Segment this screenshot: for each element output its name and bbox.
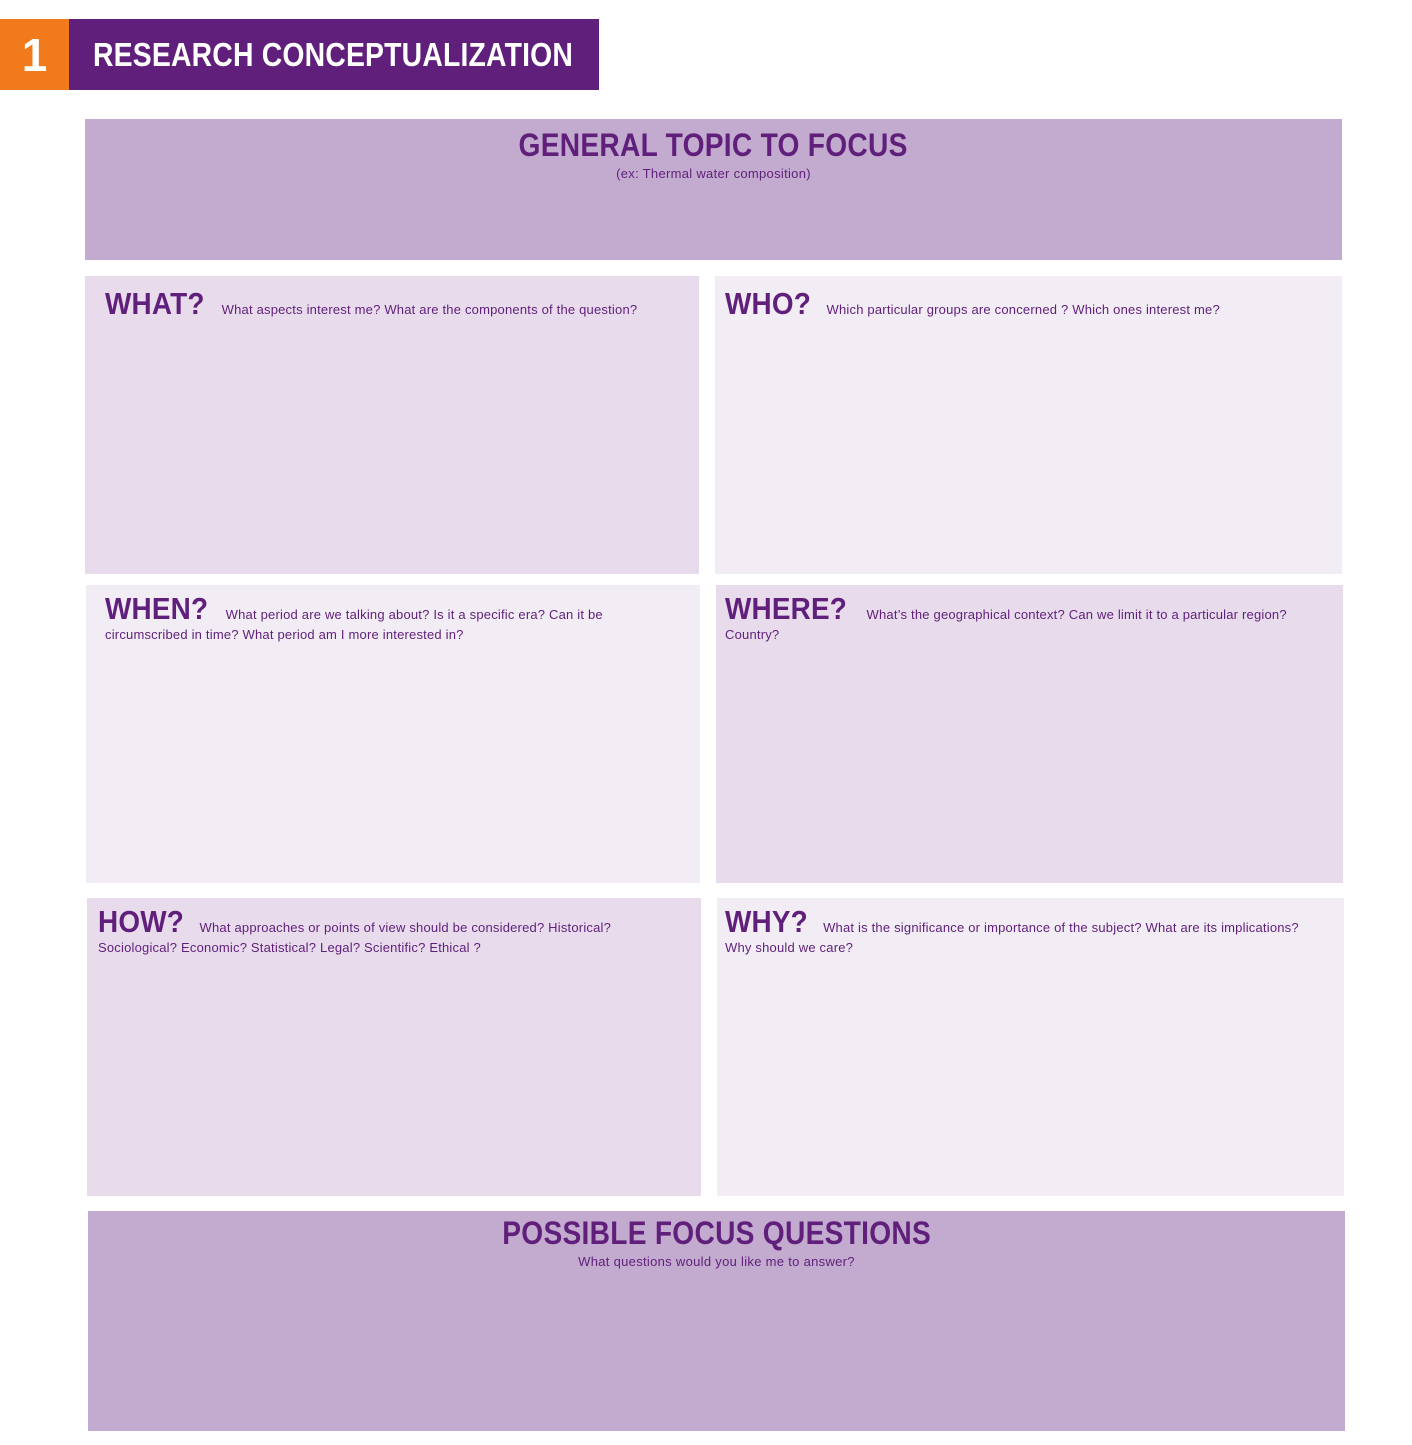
what-question — [105, 286, 679, 321]
where-prompt: What’s the geographical context? Can we limit it to a particular region? Country? — [725, 607, 1287, 642]
why-question — [725, 904, 1324, 958]
when-prompt: What period are we talking about? Is it a specific era? Can it be circumscribed in time? What period am I more interested in? — [105, 607, 603, 642]
who-question — [725, 286, 1322, 321]
general-topic-subtitle: (ex: Thermal water composition) — [616, 166, 811, 181]
why-prompt: What is the significance or importance of the subject? What are its implications? Why should we care? — [725, 920, 1299, 955]
who-box[interactable] — [715, 276, 1342, 574]
where-question — [725, 591, 1333, 645]
how-prompt: What approaches or points of view should be considered? Historical? Sociological? Economic? Statistical? Legal? Scientific? Ethical ? — [98, 920, 612, 955]
when-heading: WHEN? — [105, 591, 209, 626]
section-number-badge: 1 — [0, 19, 69, 90]
why-box[interactable] — [717, 898, 1344, 1196]
who-heading: WHO? — [725, 286, 811, 321]
page-title — [69, 19, 599, 90]
how-question — [98, 904, 681, 958]
why-heading: WHY? — [725, 904, 808, 939]
what-heading: WHAT? — [105, 286, 205, 321]
what-prompt: What aspects interest me? What are the components of the question? — [221, 302, 638, 317]
who-prompt: Which particular groups are concerned ? Which ones interest me? — [826, 302, 1220, 317]
page-title-text: RESEARCH CONCEPTUALIZATION — [93, 35, 574, 73]
when-question — [105, 591, 680, 645]
when-box[interactable] — [86, 585, 700, 883]
how-heading: HOW? — [98, 904, 184, 939]
focus-questions-box[interactable] — [88, 1211, 1345, 1431]
general-topic-title: GENERAL TOPIC TO FOCUS — [518, 127, 909, 163]
focus-questions-title: POSSIBLE FOCUS QUESTIONS — [502, 1215, 931, 1251]
what-box[interactable] — [85, 276, 699, 574]
how-box[interactable] — [87, 898, 701, 1196]
focus-questions-subtitle: What questions would you like me to answer? — [578, 1254, 855, 1269]
where-heading: WHERE? — [725, 591, 847, 626]
where-box[interactable] — [716, 585, 1343, 883]
general-topic-box[interactable] — [85, 119, 1342, 260]
